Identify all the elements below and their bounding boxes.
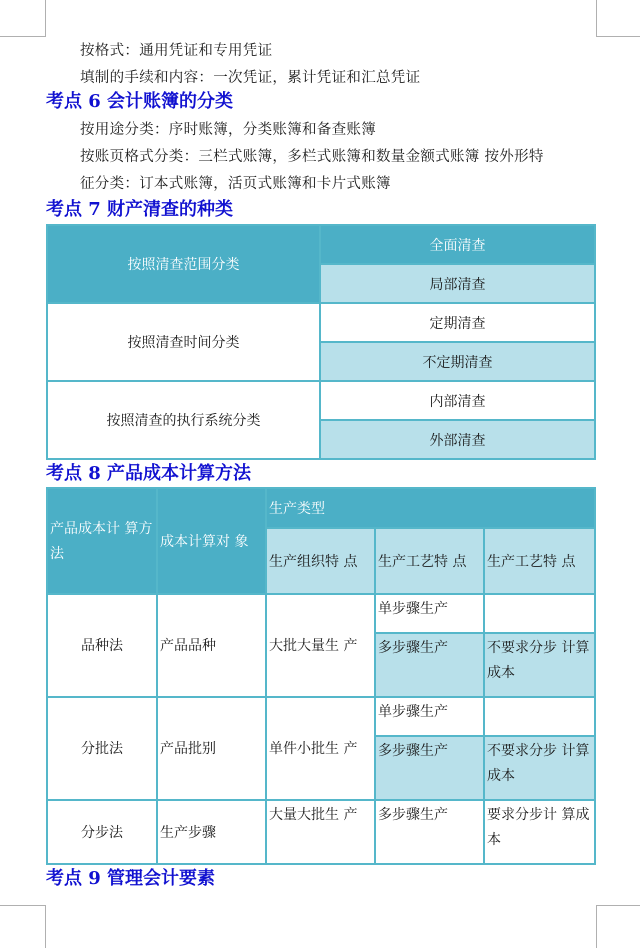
- table-header-cell: 生产工艺特 点: [484, 528, 595, 594]
- table-header-cell: 成本计算对 象: [157, 488, 266, 594]
- table-cell: [484, 697, 595, 736]
- table-cell: 局部清查: [320, 264, 595, 303]
- crop-mark-bottom-left: [45, 905, 46, 948]
- section-heading-8: 考点 8 产品成本计算方法: [46, 463, 252, 484]
- crop-mark-top-left: [0, 36, 46, 37]
- crop-mark-bottom-left: [0, 905, 46, 906]
- table-cell: [484, 594, 595, 633]
- table-cell: 不要求分步 计算成本: [484, 736, 595, 800]
- section-heading-9: 考点 9 管理会计要素: [46, 868, 216, 889]
- crop-mark-top-right: [596, 36, 640, 37]
- section-heading-6: 考点 6 会计账簿的分类: [46, 91, 234, 112]
- table-cell: 多步骤生产: [375, 633, 484, 697]
- table-cell: 生产步骤: [157, 800, 266, 864]
- section-heading-7: 考点 7 财产清查的种类: [46, 199, 234, 220]
- table-cell: 要求分步计 算成本: [484, 800, 595, 864]
- table-cell: 定期清查: [320, 303, 595, 342]
- cost-methods-table: [46, 487, 596, 865]
- voucher-format-line: 按格式：通用凭证和专用凭证: [80, 43, 273, 59]
- table-cell: 外部清查: [320, 420, 595, 459]
- table-cell: 单件小批生 产: [266, 697, 375, 800]
- table-cell: 分步法: [47, 800, 157, 864]
- table-cell: 按照清查范围分类: [47, 225, 320, 303]
- inventory-types-table: [46, 224, 596, 460]
- table-cell: 单步骤生产: [375, 594, 484, 633]
- voucher-procedure-line: 填制的手续和内容：一次凭证，累计凭证和汇总凭证: [80, 70, 421, 86]
- table-cell: 单步骤生产: [375, 697, 484, 736]
- table-cell: 全面清查: [320, 225, 595, 264]
- table-cell: 按照清查的执行系统分类: [47, 381, 320, 459]
- table-cell: 分批法: [47, 697, 157, 800]
- table-cell: 不要求分步 计算成本: [484, 633, 595, 697]
- table-header-cell: 生产类型: [266, 488, 595, 528]
- crop-mark-top-left: [45, 0, 46, 36]
- crop-mark-top-right: [596, 0, 597, 36]
- crop-mark-bottom-right: [596, 905, 597, 948]
- table-header-cell: 产品成本计 算方法: [47, 488, 157, 594]
- table-cell: 按照清查时间分类: [47, 303, 320, 381]
- ledger-usage-line: 按用途分类：序时账簿，分类账簿和备查账簿: [80, 122, 376, 138]
- table-cell: 产品批别: [157, 697, 266, 800]
- table-cell: 内部清查: [320, 381, 595, 420]
- table-cell: 大批大量生 产: [266, 594, 375, 697]
- table-cell: 大量大批生 产: [266, 800, 375, 864]
- table-cell: 品种法: [47, 594, 157, 697]
- crop-mark-bottom-right: [596, 905, 640, 906]
- table-cell: 不定期清查: [320, 342, 595, 381]
- ledger-appearance-line: 征分类：订本式账簿，活页式账簿和卡片式账簿: [80, 176, 391, 192]
- table-cell: 多步骤生产: [375, 800, 484, 864]
- ledger-page-format-line: 按账页格式分类：三栏式账簿，多栏式账簿和数量金额式账簿 按外形特: [80, 149, 544, 165]
- table-header-cell: 生产工艺特 点: [375, 528, 484, 594]
- table-header-cell: 生产组织特 点: [266, 528, 375, 594]
- table-cell: 多步骤生产: [375, 736, 484, 800]
- table-cell: 产品品种: [157, 594, 266, 697]
